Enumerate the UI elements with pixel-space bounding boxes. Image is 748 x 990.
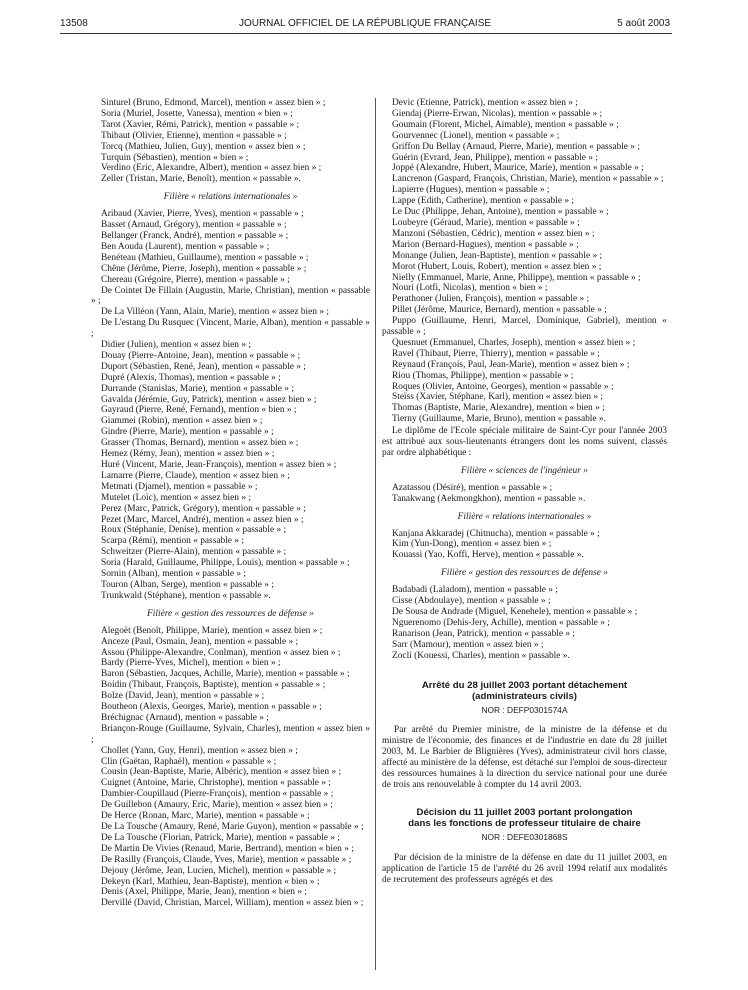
header-rule: [60, 33, 672, 34]
list-item: Aribaud (Xavier, Pierre, Yves), mention « passable » ;: [101, 209, 304, 220]
list-item: Griffon Du Bellay (Arnaud, Pierre, Marie), mention « passable » ;: [392, 141, 640, 152]
list-item: Giendaj (Pierre-Erwan, Nicolas), mention « passable » ;: [392, 108, 603, 119]
article-title-line1: Décision du 11 juillet 2003 portant prolongation: [416, 806, 633, 818]
list-item: De Guillebon (Amaury, Eric, Marie), mention « assez bien » ;: [101, 800, 333, 811]
list-item: Trunkwald (Stéphane), mention « passable ».: [101, 590, 271, 601]
list-item: Pezet (Marc, Marcel, André), mention « assez bien » ;: [101, 514, 304, 525]
section-title-gestion-ressources: Filière « gestion des ressources de défense »: [147, 608, 314, 619]
list-item: Nielly (Emmanuel, Marie, Anne, Philippe), mention « passable » ;: [392, 272, 641, 283]
section-title-relations-internationales: Filière « relations internationales »: [163, 192, 298, 203]
left-relations-list: [91, 209, 370, 602]
list-item: Steïss (Xavier, Stéphane, Karl), mention « assez bien » ;: [392, 392, 604, 403]
list-item: Tarot (Xavier, Rémi, Patrick), mention « passable » ;: [101, 119, 300, 130]
list-item: De La Tousche (Amaury, René, Marie Guyon), mention « passable » ;: [101, 822, 364, 832]
list-item: Zocli (Kouessi, Charles), mention « passable ».: [392, 650, 570, 661]
right-intro-list: [382, 98, 667, 425]
list-item: Giammei (Robin), mention « assez bien » ;: [101, 416, 263, 427]
list-item: Boidin (Thibaut, François, Baptiste), mention « passable » ;: [101, 680, 326, 691]
list-item: Bolze (David, Jean), mention « passable » ;: [101, 691, 265, 702]
list-item: Bellanger (Franck, André), mention « passable » ;: [101, 230, 289, 241]
list-item: Thibaut (Olivier, Etienne), mention « passable » ;: [101, 130, 287, 141]
article-title-detachement: [382, 680, 667, 702]
list-item: Le Duc (Philippe, Jehan, Antoine), mention « passable » ;: [392, 207, 609, 218]
page-header: [60, 18, 670, 34]
nor-reference: NOR : DEFP0301574A: [481, 704, 568, 715]
list-item: Nguerenomo (Dehis-Jery, Achille), mention « passable » ;: [392, 617, 610, 628]
article-title-line2: dans les fonctions de professeur titulaire de chaire: [408, 817, 641, 829]
list-item: Gayraud (Pierre, René, Fernand), mention « bien » ;: [101, 405, 297, 416]
list-item: De Martin De Vivies (Renaud, Marie, Bertrand), mention « bien » ;: [101, 843, 354, 854]
list-item: Lamarre (Pierre, Claude), mention « assez bien » ;: [101, 470, 290, 481]
list-item: De Cointet De Fillain (Augustin, Marie, Christian), mention « passable » ;: [91, 285, 370, 307]
list-item: Morot (Hubert, Louis, Robert), mention « assez bien » ;: [392, 261, 602, 272]
list-item: Gavalda (Jérémie, Guy, Patrick), mention « assez bien » ;: [101, 394, 317, 405]
list-item: Lancrenon (Gaspard, François, Christian, Marie), mention « passable » ;: [392, 174, 664, 185]
list-item: De La Tousche (Florian, Patrick, Marie), mention « passable » ;: [101, 832, 340, 843]
list-item: De Rasilly (François, Claude, Yves, Marie), mention « passable » ;: [101, 854, 352, 865]
nor-reference: NOR : DEFE0301868S: [481, 831, 568, 842]
list-item: Benéteau (Mathieu, Guillaume), mention « passable » ;: [101, 252, 309, 263]
right-sciences-list: [382, 483, 667, 505]
page-number: 13508: [60, 18, 88, 29]
list-item: Reynaud (François, Paul, Jean-Marie), mention « assez bien » ;: [392, 359, 630, 370]
list-item: Hemez (Rémy, Jean), mention « assez bien » ;: [101, 449, 275, 460]
article-paragraph: Par décision de la ministre de la défense en date du 11 juillet 2003, en application de l'article 15 de l'arrêté du 26 avril 1994 relatif aux modalités de recrutement des professeurs agrégés et des: [382, 852, 667, 885]
list-item: Lappe (Edith, Catherine), mention « passable » ;: [392, 196, 574, 207]
list-item: Dupré (Alexis, Thomas), mention « passable » ;: [101, 372, 281, 383]
list-item: De L'estang Du Rusquec (Vincent, Marie, Alban), mention « passable » ;: [91, 318, 370, 340]
list-item: Tanakwang (Aekmongkhon), mention « passable ».: [392, 493, 586, 504]
list-item: Roques (Olivier, Antoine, Georges), mention « passable » ;: [392, 381, 614, 392]
list-item: Baron (Sébastien, Jacques, Achille, Marie), mention « passable » ;: [101, 669, 350, 680]
list-item: De Sousa de Andrade (Miguel, Kenehele), mention « passable » ;: [392, 606, 638, 617]
list-item: Soria (Harald, Guillaume, Philippe, Louis), mention « passable » ;: [101, 558, 350, 569]
article-title-line1: Arrêté du 28 juillet 2003 portant détachement: [421, 679, 628, 691]
list-item: De Herce (Ronan, Marc, Marie), mention « passable » ;: [101, 811, 310, 822]
article-paragraph: Par arrêté du Premier ministre, de la ministre de la défense et du ministre de l'économie, des finances et de l'industrie en date du 28 juillet 2003, M. Le Barbier de Blignières (Yves), administrateur civil hors classe, affecté au ministère de la défense, est détaché sur l'emploi de sous-directeur des ressources humaines à la direction du service national pour une durée de trois ans renouvelable à compter du 14 avril 2003.: [382, 725, 667, 790]
list-item: Soria (Muriel, Josette, Vanessa), mention « bien » ;: [101, 108, 293, 119]
right-column: [382, 98, 667, 891]
list-item: Bréchignac (Arnaud), mention « passable » ;: [101, 712, 269, 723]
list-item: Grasser (Thomas, Bernard), mention « assez bien » ;: [101, 438, 299, 449]
list-item: Metmati (Djamel), mention « passable » ;: [101, 481, 258, 492]
list-item: Chereau (Grégoire, Pierre), mention « passable » ;: [101, 274, 290, 285]
section-title-sciences-ingenieur: Filière « sciences de l'ingénieur »: [461, 465, 588, 476]
list-item: Douay (Pierre-Antoine, Jean), mention « passable » ;: [101, 350, 301, 361]
list-item: Chollet (Yann, Guy, Henri), mention « assez bien » ;: [101, 745, 298, 756]
list-item: Sinturel (Bruno, Edmond, Marcel), mention « assez bien » ;: [101, 98, 326, 108]
list-item: Marion (Bernard-Hugues), mention « passable » ;: [392, 239, 579, 250]
list-item: Duport (Sébastien, René, Jean), mention « passable » ;: [101, 361, 306, 372]
list-item: Monange (Julien, Jean-Baptiste), mention « passable » ;: [392, 250, 603, 261]
list-item: Boutheon (Alexis, Georges, Marie), mention « passable » ;: [101, 702, 322, 713]
list-item: Turquin (Sébastien), mention « bien » ;: [101, 152, 249, 163]
article-title-line2: (administrateurs civils): [471, 690, 578, 702]
list-item: Alegoët (Benoît, Philippe, Marie), mention « assez bien » ;: [101, 625, 323, 636]
list-item: Goumain (Florent, Michel, Aimable), mention « passable » ;: [392, 119, 619, 130]
left-gestion-list: [91, 626, 370, 910]
column-divider: [375, 98, 376, 970]
list-item: Cisse (Abdoulaye), mention « passable » ;: [392, 596, 551, 607]
list-item: Badabadi (Laladom), mention « passable » ;: [392, 585, 558, 596]
list-item: Perathoner (Julien, François), mention « passable » ;: [392, 294, 590, 305]
left-column: [91, 98, 370, 909]
issue-date: 5 août 2003: [617, 18, 670, 29]
list-item: Verdino (Eric, Alexandre, Albert), mention « assez bien » ;: [101, 163, 322, 174]
list-item: Dekeyn (Karl, Mathieu, Jean-Baptiste), mention « bien » ;: [101, 876, 320, 887]
list-item: Sarr (Mamour), mention « assez bien » ;: [392, 639, 544, 650]
right-gestion-list: [382, 585, 667, 661]
list-item: Guérin (Evrard, Jean, Philippe), mention « passable » ;: [392, 152, 598, 163]
list-item: Briançon-Rouge (Guillaume, Sylvain, Charles), mention « assez bien » ;: [91, 723, 370, 745]
list-item: Perez (Marc, Patrick, Grégory), mention « passable » ;: [101, 503, 306, 514]
list-item: Gindre (Pierre, Marie), mention « passable » ;: [101, 427, 274, 438]
list-item: Denis (Axel, Philippe, Marie, Jean), mention « bien » ;: [101, 887, 307, 898]
list-item: Huré (Vincent, Marie, Jean-François), mention « assez bien » ;: [101, 460, 337, 470]
list-item: Clin (Gaëtan, Raphaël), mention « passable » ;: [101, 756, 277, 767]
list-item: Quesnuet (Emmanuel, Charles, Joseph), mention « assez bien » ;: [392, 337, 636, 348]
list-item: Roux (Stéphanie, Denise), mention « passable » ;: [101, 525, 287, 536]
list-item: Kouassi (Yao, Koffi, Herve), mention « passable ».: [392, 550, 584, 561]
list-item: Durrande (Stanislas, Marie), mention « passable » ;: [101, 383, 294, 394]
section-title-gestion-ressources-etrangers: Filière « gestion des ressources de défense »: [441, 568, 608, 579]
list-item: Azatassou (Désiré), mention « passable » ;: [392, 482, 553, 493]
list-item: Ben Aouda (Laurent), mention « passable » ;: [101, 241, 270, 252]
right-relations-list: [382, 529, 667, 562]
list-item: Lapierre (Hugues), mention « passable » ;: [392, 185, 550, 196]
diploma-paragraph: Le diplôme de l'Ecole spéciale militaire de Saint-Cyr pour l'année 2003 est attribué aux sous-lieutenants étrangers dont les noms suivent, classés par ordre alphabétique :: [382, 426, 667, 458]
list-item: Joppé (Alexandre, Hubert, Maurice, Marie), mention « passable » ;: [392, 163, 644, 174]
list-item: Ravel (Thibaut, Pierre, Thierry), mention « passable » ;: [392, 348, 600, 359]
list-item: Devic (Etienne, Patrick), mention « assez bien » ;: [392, 98, 578, 108]
list-item: Torcq (Mathieu, Julien, Guy), mention « assez bien » ;: [101, 141, 306, 152]
list-item: Pillet (Jérôme, Maurice, Bernard), mention « passable » ;: [392, 305, 607, 316]
list-item: Dambier-Coupillaud (Pierre-François), mention « passable » ;: [101, 789, 334, 800]
section-title-relations-internationales-etrangers: Filière « relations internationales »: [457, 511, 592, 522]
list-item: Thomas (Baptiste, Marie, Alexandre), mention « bien » ;: [392, 403, 605, 414]
list-item: Basset (Arnaud, Grégory), mention « passable » ;: [101, 220, 287, 231]
list-item: Bardy (Pierre-Yves, Michel), mention « bien » ;: [101, 658, 281, 669]
journal-title: JOURNAL OFFICIEL DE LA RÉPUBLIQUE FRANÇAISE: [238, 18, 492, 29]
list-item: De La Villéon (Yann, Alain, Marie), mention « assez bien » ;: [101, 307, 329, 318]
list-item: Nouri (Lotfi, Nicolas), mention « bien » ;: [392, 283, 548, 294]
list-item: Chêne (Jérôme, Pierre, Joseph), mention « passable » ;: [101, 263, 307, 274]
list-item: Anceze (Paul, Osmain, Jean), mention « passable » ;: [101, 636, 299, 647]
list-item: Kim (Yun-Dong), mention « assez bien » ;: [392, 539, 552, 550]
list-item: Riou (Thomas, Philippe), mention « passable » ;: [392, 370, 574, 381]
list-item: Cousin (Jean-Baptiste, Marie, Albéric), mention « assez bien » ;: [101, 767, 342, 778]
list-item: Kanjana Akkaradej (Chitnucha), mention « passable » ;: [392, 528, 600, 539]
list-item: Touron (Alban, Serge), mention « passable » ;: [101, 579, 274, 590]
list-item: Ranarison (Jean, Patrick), mention « passable » ;: [392, 628, 576, 639]
list-item: Assou (Philippe-Alexandre, Conlman), mention « assez bien » ;: [101, 647, 341, 658]
list-item: Manzoni (Sébastien, Cédric), mention « assez bien » ;: [392, 228, 595, 239]
list-item: Gourvennec (Lionel), mention « passable » ;: [392, 130, 560, 141]
article-title-prolongation: [382, 807, 667, 829]
list-item: Schweitzer (Pierre-Alain), mention « passable » ;: [101, 547, 287, 558]
list-item: Didier (Julien), mention « assez bien » ;: [101, 340, 251, 351]
list-item: Dervillé (David, Christian, Marcel, William), mention « assez bien » ;: [101, 898, 364, 909]
list-item: Cuignet (Antoine, Marie, Christophe), mention « passable » ;: [101, 778, 331, 789]
list-item: Puppo (Guillaume, Henri, Marcel, Dominique, Gabriel), mention « passable » ;: [382, 316, 667, 338]
list-item: Mutelet (Loïc), mention « assez bien » ;: [101, 492, 251, 503]
list-item: Dejouy (Jérôme, Jean, Lucien, Michel), mention « passable » ;: [101, 865, 337, 876]
list-item: Tierny (Guillaume, Marie, Bruno), mention « passable ».: [392, 414, 606, 425]
list-item: Scarpa (Rémi), mention « passable » ;: [101, 536, 244, 547]
list-item: Loubeyre (Géraud, Marie), mention « passable » ;: [392, 217, 580, 228]
left-intro-list: [91, 98, 370, 185]
list-item: Sornin (Alban), mention « passable » ;: [101, 569, 247, 580]
list-item: Zeller (Tristan, Marie, Benoît), mention « passable ».: [101, 174, 301, 185]
